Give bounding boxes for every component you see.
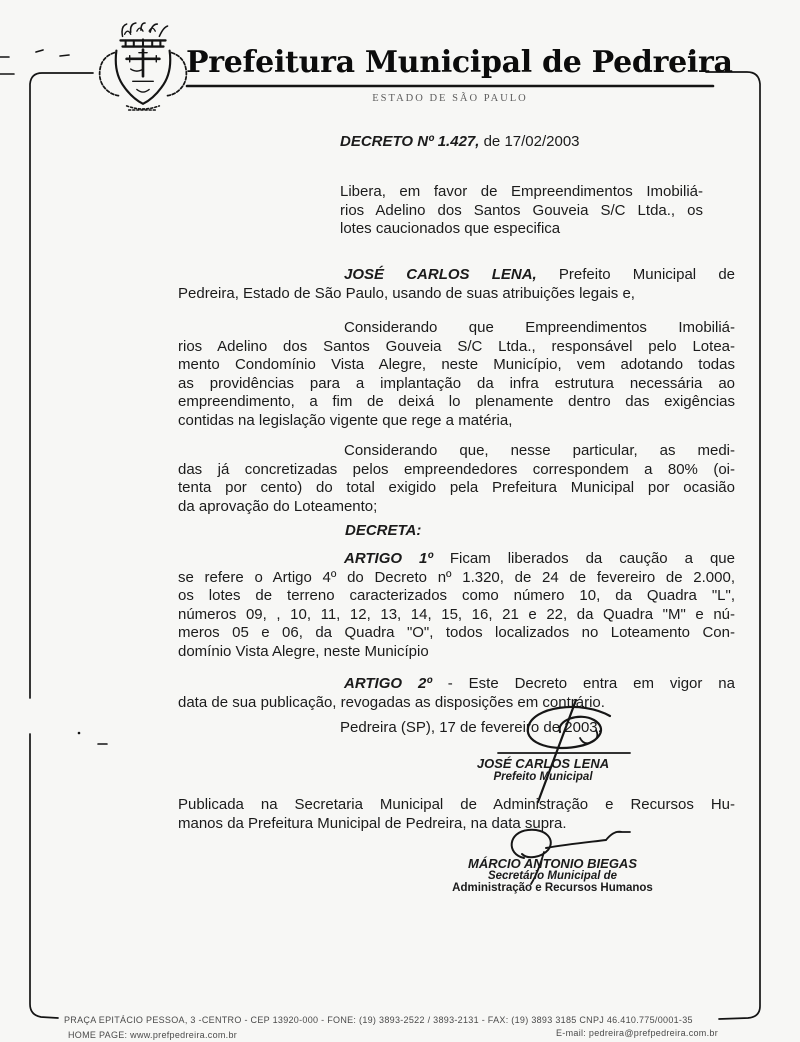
decree-number: DECRETO Nº 1.427, — [340, 133, 480, 150]
footer-homepage: HOME PAGE: www.prefpedreira.com.br — [68, 1030, 238, 1040]
decree-number-line — [340, 133, 720, 152]
paragraph-considerando-2: Considerando que, nesse particular, as medi- das já concretizadas pelos empreendedores correspondem a 80% (oi- tenta por cento) do total exigido pela Prefeitura Municipal por ocasião da aprovação do Loteamento; — [178, 442, 735, 515]
secretary-signature-role-1: Secretário Municipal de — [487, 870, 618, 882]
mayor-signature-icon — [492, 698, 632, 808]
dateline: Pedreira (SP), 17 de fevereiro de 2003. — [340, 719, 602, 736]
mayor-name-inline: JOSÉ CARLOS LENA, — [344, 266, 537, 283]
mayor-signature-name: JOSÉ CARLOS LENA — [476, 756, 610, 771]
decreta-heading: DECRETA: — [345, 522, 422, 539]
mayor-signature-role: Prefeito Municipal — [493, 771, 593, 783]
coat-of-arms-icon — [90, 22, 196, 112]
paragraph-mayor-intro: JOSÉ CARLOS LENA, Prefeito Municipal de Pedreira, Estado de São Paulo, usando de suas atribuições legais e, — [178, 266, 735, 302]
decree-date: de 17/02/2003 — [479, 133, 580, 150]
secretary-signature-role-2: Administração e Recursos Humanos — [452, 882, 653, 894]
article-2-label: ARTIGO 2º — [344, 675, 432, 692]
article-1: ARTIGO 1º Ficam liberados da caução a que se refere o Artigo 4º do Decreto nº 1.320, de 24 de fevereiro de 2.000, os lotes de terreno caracterizados como número 10, da Quadra "L", números 09, , 10, 11, 12, 13, 14, 15, 16, 21 e 22, da Quadra "M" e nú- meros 05 e 06, da Quadra "O", todos localizados no Loteamento Con- domínio Vista Alegre, neste Município — [178, 550, 735, 660]
page-title: Prefeitura Municipal de Pedreira — [186, 45, 733, 80]
state-subtitle: ESTADO DE SÃO PAULO — [372, 93, 528, 104]
publication-note: Publicada na Secretaria Municipal de Administração e Recursos Hu- manos da Prefeitura Municipal de Pedreira, na data supra. — [178, 796, 735, 832]
paragraph-considerando-1: Considerando que Empreendimentos Imobiliá- rios Adelino dos Santos Gouveia S/C Ltda., responsável pelo Lotea- mento Condomínio Vista Alegre, neste Município, vem adotando todas as providências para a implantação da infra estrutura necessária ao empreendimento, a fim de deixá lo plenamente dentro das exigências contidas na legislação vigente que rege a matéria, — [178, 319, 735, 429]
decree-summary: Libera, em favor de Empreendimentos Imobiliá- rios Adelino dos Santos Gouveia S/C Ltda., os lotes caucionados que especifica — [340, 183, 703, 237]
secretary-signature-name: MÁRCIO ANTONIO BIEGAS — [467, 856, 637, 871]
footer-email: E-mail: pedreira@prefpedreira.com.br — [556, 1028, 718, 1038]
article-1-label: ARTIGO 1º — [344, 550, 433, 567]
article-2: ARTIGO 2º - Este Decreto entra em vigor na data de sua publicação, revogadas as disposições em contrário. — [178, 675, 735, 711]
footer-address: PRAÇA EPITÁCIO PESSOA, 3 -CENTRO - CEP 13920-000 - FONE: (19) 3893-2522 / 3893-2131 - FAX: (19) 3893 3185 CNPJ 46.410.775/0001-35 — [64, 1015, 693, 1025]
